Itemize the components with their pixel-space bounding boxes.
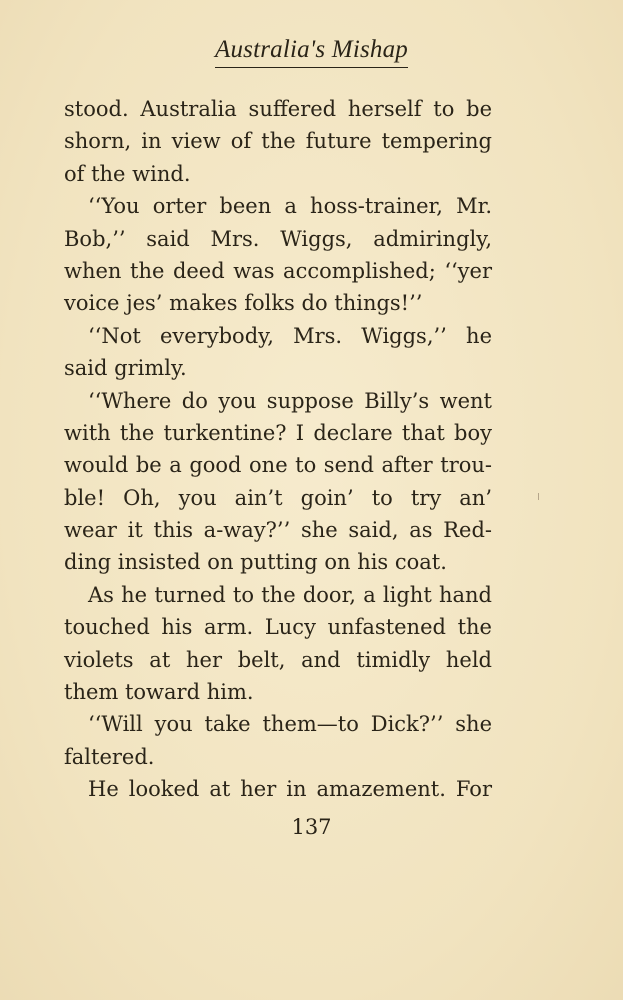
text-line: As he turned to the door, a light hand xyxy=(88,582,492,607)
text-line: ‘‘Not everybody, Mrs. Wiggs,’’ he xyxy=(88,323,492,348)
text-line: with the turkentine? I declare that boy xyxy=(64,420,492,445)
text-line: faltered. xyxy=(64,744,155,769)
text-line: would be a good one to send after trou- xyxy=(64,453,492,478)
text-line: stood. Australia suffered herself to be xyxy=(64,97,492,121)
text-line: ding insisted on putting on his coat. xyxy=(64,550,447,575)
text-line: Bob,’’ said Mrs. Wiggs, admiringly, xyxy=(64,226,492,251)
text-line: when the deed was accomplished; ‘‘yer xyxy=(64,258,492,283)
text-line: violets at her belt, and timidly held xyxy=(64,647,492,672)
text-line: shorn, in view of the future tempering xyxy=(64,129,492,154)
paper-speck xyxy=(538,493,539,500)
text-line: ‘‘You orter been a hoss-trainer, Mr. xyxy=(88,194,492,219)
text-line: voice jes’ makes folks do things!’’ xyxy=(64,291,423,316)
text-line: them toward him. xyxy=(64,680,254,705)
text-line: ‘‘Where do you suppose Billy’s went xyxy=(88,388,492,413)
page-number: 137 xyxy=(291,815,332,839)
text-line: He looked at her in amazement. For xyxy=(88,777,492,802)
text-line: wear it this a-way?’’ she said, as Red- xyxy=(64,518,492,543)
text-line: touched his arm. Lucy unfastened the xyxy=(64,615,492,640)
running-head xyxy=(0,36,623,68)
running-head-title: Australia's Mishap xyxy=(215,36,408,68)
text-line: of the wind. xyxy=(64,161,191,186)
body-text xyxy=(64,93,492,806)
text-line: ble! Oh, you ain’t goin’ to try an’ xyxy=(64,485,492,510)
text-line: ‘‘Will you take them—to Dick?’’ she xyxy=(88,712,492,737)
text-line: said grimly. xyxy=(64,356,187,381)
